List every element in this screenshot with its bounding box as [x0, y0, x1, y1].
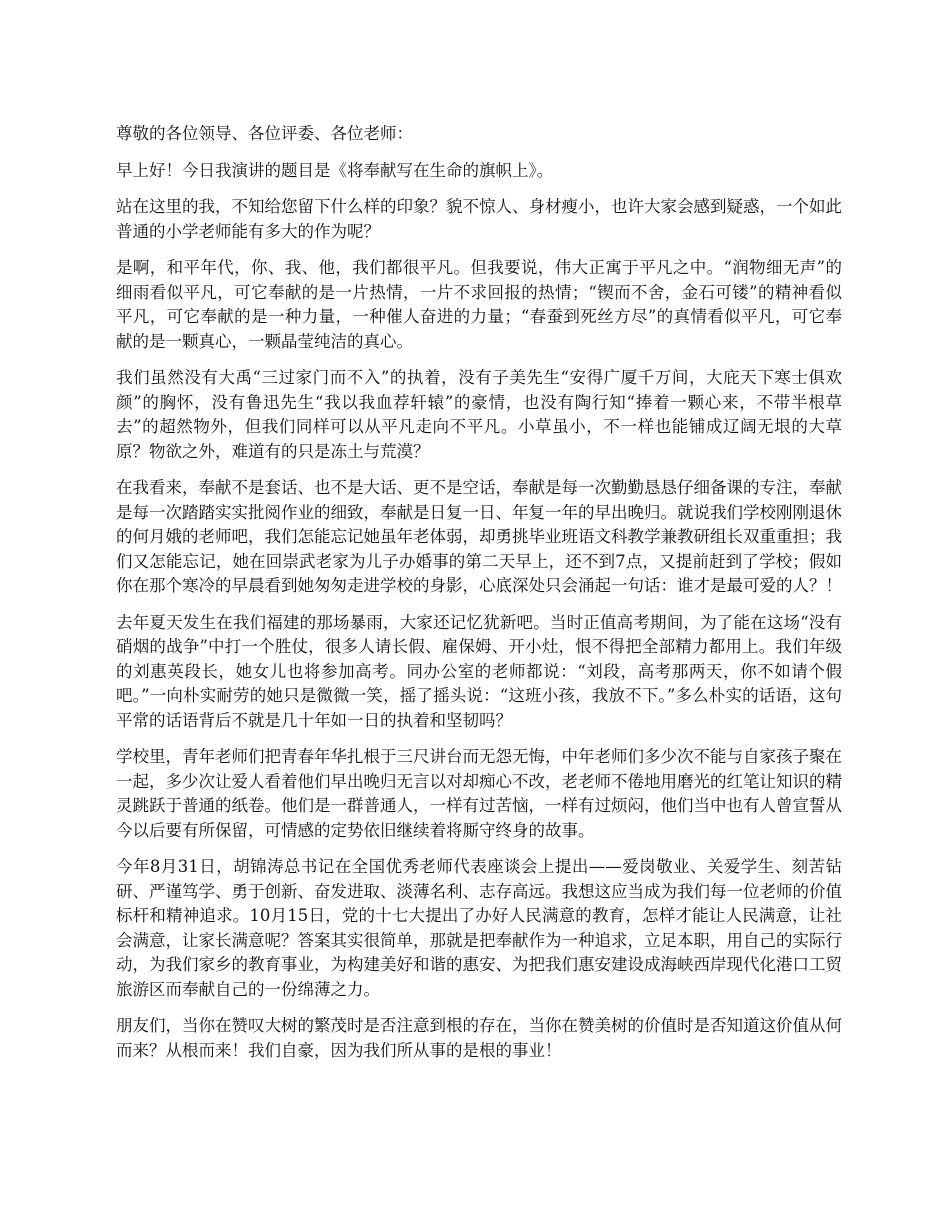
- body-paragraph: 我们虽然没有大禹“三过家门而不入”的执着，没有子美先生“安得广厦千万间，大庇天下寒士俱欢颜”的胸怀，没有鲁迅先生“我以我血荐轩辕”的豪情，也没有陶行知“捧着一颗心来，不带半根草去”的超然物外，但我们同样可以从平凡走向不平凡。小草虽小，不一样也能铺成辽阔无垠的大草原？物欲之外，难道有的只是冻土与荒漠？: [116, 368, 842, 461]
- document-page: [116, 122, 842, 1075]
- greeting-paragraph: 早上好！今日我演讲的题目是《将奉献写在生命的旗帜上》。: [116, 160, 554, 180]
- salutation: 尊敬的各位领导、各位评委、各位老师：: [116, 124, 413, 143]
- body-paragraph: 在我看来，奉献不是套话、也不是大话、更不是空话，奉献是每一次勤勤恳恳仔细备课的专注，奉献是每一次踏踏实实批阅作业的细致，奉献是日复一日、年复一年的早出晚归。就说我们学校刚刚退休的何月娥的老师吧，我们怎能忘记她虽年老体弱，却勇挑毕业班语文科教学兼教研组长双重重担；我们又怎能忘记，她在回崇武老家为儿子办婚事的第二天早上，还不到7点，又提前赶到了学校；假如你在那个寒冷的早晨看到她匆匆走进学校的身影，心底深处只会涌起一句话：谁才是最可爱的人？！: [116, 478, 842, 595]
- body-paragraph: 站在这里的我，不知给您留下什么样的印象？貌不惊人、身材瘦小，也许大家会感到疑惑，一个如此普通的小学老师能有多大的作为呢？: [116, 197, 842, 241]
- body-paragraph: 学校里，青年老师们把青春年华扎根于三尺讲台而无怨无悔，中年老师们多少次不能与自家孩子聚在一起，多少次让爱人看着他们早出晚归无言以对却痴心不改，老老师不倦地用磨光的红笔让知识的精灵跳跃于普通的纸卷。他们是一群普通人，一样有过苦恼，一样有过烦闷，他们当中也有人曾宣誓从今以后要有所保留，可情感的定势依旧继续着将厮守终身的故事。: [116, 747, 842, 840]
- closing-paragraph: 朋友们，当你在赞叹大树的繁茂时是否注意到根的存在，当你在赞美树的价值时是否知道这价值从何而来？从根而来！我们自豪，因为我们所从事的是根的事业！: [116, 1016, 842, 1060]
- body-paragraph: 今年8月31日，胡锦涛总书记在全国优秀老师代表座谈会上提出——爱岗敬业、关爱学生、刻苦钻研、严谨笃学、勇于创新、奋发进取、淡薄名利、志存高远。我想这应当成为我们每一位老师的价值标杆和精神追求。10月15日，党的十七大提出了办好人民满意的教育，怎样才能让人民满意，让社会满意，让家长满意呢？答案其实很简单，那就是把奉献作为一种追求，立足本职，用自己的实际行动，为我们家乡的教育事业，为构建美好和谐的惠安、为把我们惠安建设成海峡西岸现代化港口工贸旅游区而奉献自己的一份绵薄之力。: [116, 857, 842, 999]
- body-paragraph: 去年夏天发生在我们福建的那场暴雨，大家还记忆犹新吧。当时正值高考期间，为了能在这场“没有硝烟的战争”中打一个胜仗，很多人请长假、雇保姆、开小灶，恨不得把全部精力都用上。我们年级的刘惠英段长，她女儿也将参加高考。同办公室的老师都说：“刘段，高考那两天，你不如请个假吧。”一向朴实耐劳的她只是微微一笑，摇了摇头说：“这班小孩，我放不下。”多么朴实的话语，这句平常的话语背后不就是几十年如一日的执着和坚韧吗？: [116, 612, 842, 730]
- body-paragraph: 是啊，和平年代，你、我、他，我们都很平凡。但我要说，伟大正寓于平凡之中。“润物细无声”的细雨看似平凡，可它奉献的是一片热情，一片不求回报的热情；“锲而不舍，金石可镂”的精神看似平凡，可它奉献的是一种力量，一种催人奋进的力量；“春蚕到死丝方尽”的真情看似平凡，可它奉献的是一颗真心，一颗晶莹纯洁的真心。: [116, 258, 842, 351]
